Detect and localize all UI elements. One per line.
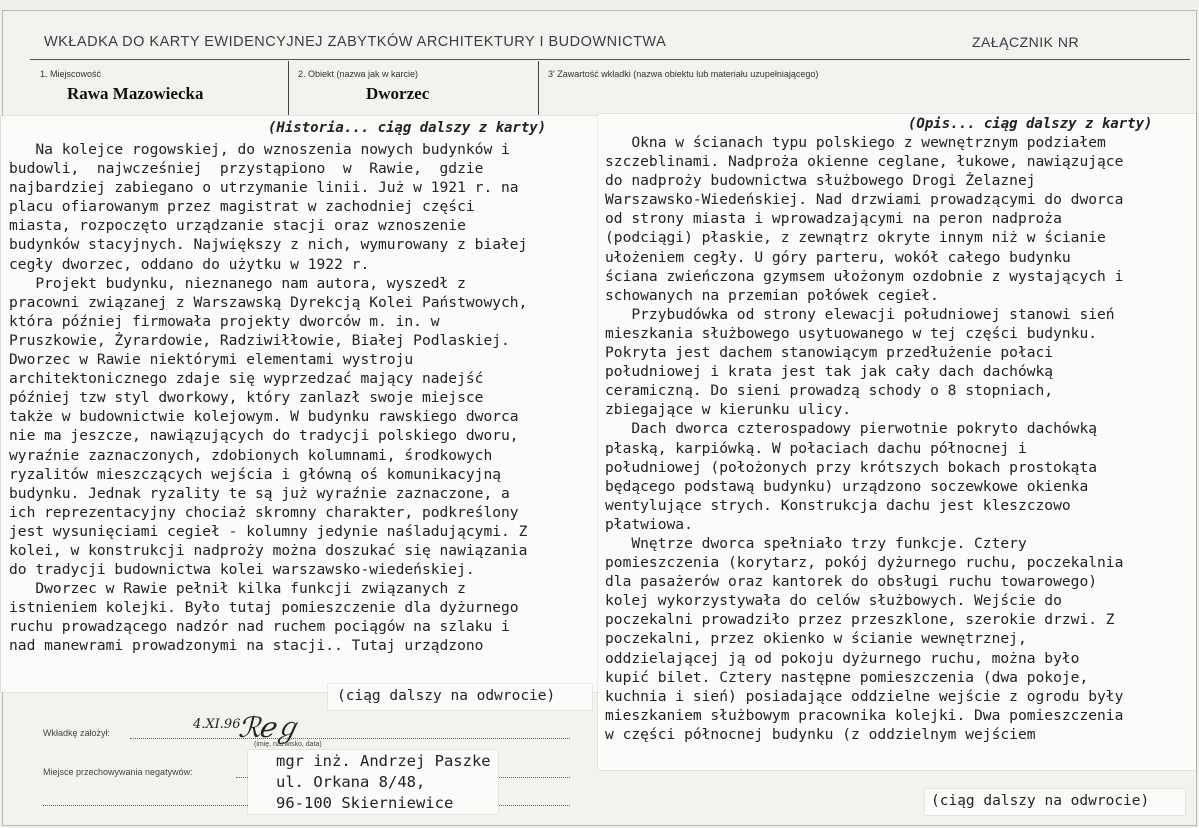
text-line: nad manewrami prowadzonymi na stacji.. Tutaj urządzono bbox=[9, 637, 484, 655]
text-line: dla pasażerów oraz kantorek do obsługi ruchu towarowego) bbox=[605, 573, 1098, 591]
text-line: budowli, najwcześniej przystąpiono w Rawie, gdzie bbox=[9, 160, 484, 178]
field-divider bbox=[288, 61, 289, 115]
text-line: ruchu prowadzącego nadzór nad ruchem pociągów na szlaku i bbox=[9, 618, 510, 636]
text-line: kuchnia i sień) posiadające oddzielne wejście z ogrodu były bbox=[605, 687, 1124, 705]
address-line: mgr inż. Andrzej Paszke bbox=[276, 752, 491, 770]
field-locality-value: Rawa Mazowiecka bbox=[67, 84, 204, 103]
text-line: pracowni związanej z Warszawską Dyrekcją Kolei Państwowych, bbox=[9, 293, 528, 311]
handwritten-date: 4.XI.96 bbox=[193, 717, 241, 732]
text-line: ceramiczną. Do sieni prowadzą schody o 8 stopniach, bbox=[605, 382, 1054, 400]
text-line: do nadproży budownictwa służbowego Drogi Żelaznej bbox=[605, 172, 1036, 190]
text-line: szczeblinami. Nadproża okienne ceglane, łukowe, nawiązujące bbox=[605, 153, 1124, 171]
text-line: mieszkaniem służbowym pracownika kolejki. Dwa pomieszczenia bbox=[605, 706, 1124, 724]
text-line: później tzw styl dworkowy, który zanlazł swoje miejsce bbox=[9, 389, 484, 407]
text-line: cegły dworzec, oddano do użytku w 1922 r. bbox=[9, 255, 370, 273]
text-line: od strony miasta i wprowadzającymi na peron nadproża bbox=[605, 210, 1062, 228]
field-object-label: 2. Obiekt (nazwa jak w karcie) bbox=[298, 69, 419, 79]
text-line: która później firmowała projekty dworców m. in. w bbox=[9, 312, 440, 330]
field-divider bbox=[538, 61, 539, 115]
text-line: architektonicznego zdaje się wyprzedzać mający nadejść bbox=[9, 370, 484, 388]
description-text bbox=[605, 133, 1195, 744]
text-line: Dworzec w Rawie niektórymi elementami wystroju bbox=[9, 351, 414, 369]
text-line: ryzalitów mieszczących wejścia i główną oś komunikacyjną bbox=[9, 465, 502, 483]
text-line: także w budownictwie kolejowym. W budynku rawskiego dworca bbox=[9, 408, 519, 426]
description-continued-note: (ciąg dalszy na odwrocie) bbox=[931, 793, 1150, 809]
text-line: nie ma jeszcze, nawiązujących do tradycji polskiego dworu, bbox=[9, 427, 519, 445]
text-line: kupić bilet. Cztery następne pomieszczenia (dwa pokoje, bbox=[605, 668, 1089, 686]
history-text bbox=[9, 140, 599, 656]
text-line: mieszkania służbowego usytuowanego w tej części budynku. bbox=[605, 324, 1098, 342]
signature-caption: (imię, nazwisko, data) bbox=[254, 741, 322, 748]
text-line: Przybudówka od strony elewacji południowej stanowi sień bbox=[605, 305, 1115, 323]
text-line: poczekalni prowadziło przez przeszklone, szerokie drzwi. Z bbox=[605, 611, 1115, 629]
handwritten-signature: ℛℯℊ bbox=[238, 711, 299, 744]
text-line: Dworzec w Rawie pełnił kilka funkcji związanych z bbox=[9, 580, 466, 598]
field-contents-label: 3' Zawartość wkładki (nazwa obiektu lub materiału uzupełniającego) bbox=[548, 69, 819, 79]
address-line: ul. Orkana 8/48, bbox=[276, 773, 426, 791]
text-line: (podciągi) płaskie, z zewnątrz okryte innym niż w ścianie bbox=[605, 229, 1106, 247]
text-line: będącego podstawą budynku) urządzono soczewkowe okienka bbox=[605, 477, 1089, 495]
text-line: istnieniem kolejki. Było tutaj pomieszczenie dla dyżurnego bbox=[9, 599, 519, 617]
text-line: Pokryta jest dachem stanowiącym przedłużenie połaci bbox=[605, 344, 1054, 362]
text-line: w części północnej budynku (z oddzielnym wejściem bbox=[605, 725, 1036, 743]
history-heading: (Historia... ciąg dalszy z karty) bbox=[268, 120, 547, 136]
field-object-value: Dworzec bbox=[366, 84, 430, 103]
made-by-label: Wkładkę założył: bbox=[43, 728, 111, 738]
made-by-line bbox=[130, 737, 570, 739]
text-line: wyraźnie zaznaczonych, zdobionych kolumnami, środkowych bbox=[9, 446, 493, 464]
address-line: 96-100 Skierniewice bbox=[276, 794, 454, 812]
text-line: południowej i krata jest tak jak cały dach dachówką bbox=[605, 363, 1054, 381]
text-line: jest wysunięciami cegieł - kolumny jedynie naśladującymi. Z bbox=[9, 522, 528, 540]
history-continued-note: (ciąg dalszy na odwrocie) bbox=[337, 688, 556, 704]
header-rule bbox=[30, 59, 1190, 60]
text-line: budynków stacyjnych. Największy z nich, wymurowany z białej bbox=[9, 236, 528, 254]
text-line: kolej wykorzystywała do celów służbowych. Wejście do bbox=[605, 592, 1062, 610]
text-line: Dach dworca czterospadowy pierwotnie pokryto dachówką bbox=[605, 420, 1098, 438]
text-line: Warszawsko-Wiedeńskiej. Nad drzwiami prowadzącymi do dworca bbox=[605, 191, 1124, 209]
text-line: do tradycji budownictwa kolei warszawsko-wiedeńskiej. bbox=[9, 561, 475, 579]
negatives-storage-label: Miejsce przechowywania negatywów: bbox=[43, 767, 193, 777]
text-line: poczekalni, przez okienko w ścianie wewnętrznej, bbox=[605, 630, 1027, 648]
text-line: ułożeniem cegły. U góry parteru, wokół całego budynku bbox=[605, 248, 1071, 266]
attachment-number-label: ZAŁĄCZNIK NR bbox=[972, 34, 1080, 50]
description-heading: (Opis... ciąg dalszy z karty) bbox=[908, 116, 1153, 132]
field-locality-label: 1. Miejscowość bbox=[40, 69, 102, 79]
text-line: płatwiowa. bbox=[605, 515, 693, 533]
text-line: południowej (położonych przy krótszych bokach prostokąta bbox=[605, 458, 1098, 476]
text-line: Wnętrze dworca spełniało trzy funkcje. Cztery bbox=[605, 534, 1027, 552]
text-line: placu ofiarowanym przez magistrat w zachodniej części bbox=[9, 198, 475, 216]
text-line: budynku. Jednak ryzality te są już wyraźnie zaznaczone, a bbox=[9, 484, 510, 502]
text-line: najbardziej zabiegano o utrzymanie linii. Już w 1921 r. na bbox=[9, 179, 519, 197]
text-line: zbiegające w kierunku ulicy. bbox=[605, 401, 852, 419]
text-line: ściana zwieńczona gzymsem ułożonym ozdobnie z wystających i bbox=[605, 267, 1124, 285]
text-line: miasta, rozpoczęto urządzanie stacji oraz wznoszenie bbox=[9, 217, 466, 235]
text-line: ich reprezentacyjny chociaż skromny charakter, podkreślony bbox=[9, 503, 519, 521]
text-line: Okna w ścianach typu polskiego z wewnętrznym podziałem bbox=[605, 134, 1106, 151]
form-title: WKŁADKA DO KARTY EWIDENCYJNEJ ZABYTKÓW ARCHITEKTURY I BUDOWNICTWA bbox=[44, 34, 667, 50]
text-line: płaską, karpiówką. W połaciach dachu północnej i bbox=[605, 439, 1027, 457]
text-line: Pruszkowie, Żyrardowie, Radziwiłłowie, Białej Podlaskiej. bbox=[9, 331, 510, 349]
text-line: oddzielającej ją od pokoju dyżurnego ruchu, można było bbox=[605, 649, 1080, 667]
text-line: kolei, w konstrukcji nadproży można doszukać się nawiązania bbox=[9, 541, 528, 559]
text-line: wentylujące strych. Konstrukcja dachu jest kleszczowo bbox=[605, 496, 1071, 514]
text-line: schowanych na przemian połówek cegieł. bbox=[605, 286, 939, 304]
text-line: pomieszczenia (korytarz, pokój dyżurnego ruchu, poczekalnia bbox=[605, 554, 1124, 572]
text-line: Projekt budynku, nieznanego nam autora, wyszedł z bbox=[9, 274, 466, 292]
text-line: Na kolejce rogowskiej, do wznoszenia nowych budynków i bbox=[9, 141, 510, 158]
